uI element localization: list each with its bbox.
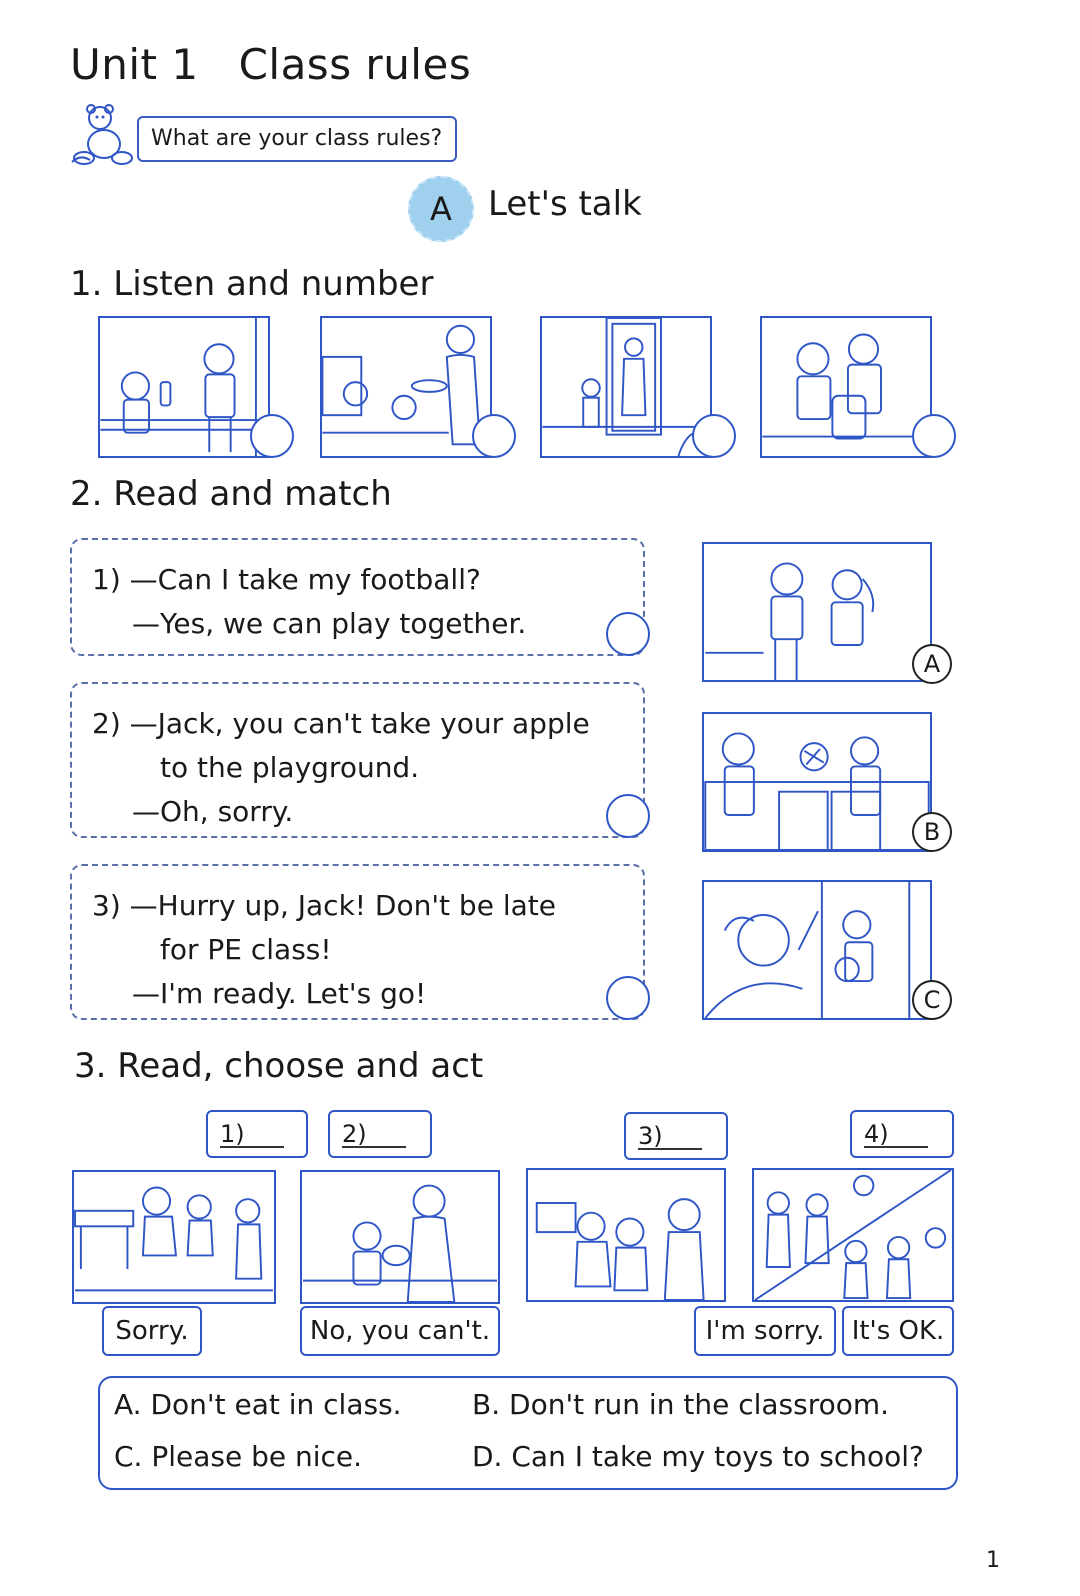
section1-heading: 1. Listen and number (70, 264, 434, 304)
lesson-title: Let's talk (488, 184, 642, 224)
unit-number: Unit 1 (70, 40, 199, 89)
match-picture-c (702, 880, 932, 1020)
option-c: C. Please be nice. (114, 1440, 363, 1473)
listen-picture-3 (540, 316, 712, 458)
match-picture-b (702, 712, 932, 852)
section-badge: A (408, 176, 474, 242)
match-picture-a (702, 542, 932, 682)
page-number: 1 (986, 1548, 1000, 1573)
dialogue-3 (70, 864, 645, 1020)
dialogue-3-line-2: for PE class! (160, 933, 332, 966)
number-circle-4[interactable] (912, 414, 956, 458)
question-box: What are your class rules? (137, 116, 457, 162)
act-picture-1 (72, 1170, 276, 1304)
act-picture-2 (300, 1170, 500, 1304)
section3-heading: 3. Read, choose and act (74, 1046, 484, 1086)
picture-label-b: B (912, 812, 952, 852)
dialogue-3-line-1: 3) —Hurry up, Jack! Don't be late (92, 889, 556, 922)
answer-no-you-cant: No, you can't. (300, 1306, 500, 1356)
number-circle-1[interactable] (250, 414, 294, 458)
picture-label-a: A (912, 644, 952, 684)
blank-bubble-2[interactable] (328, 1110, 432, 1158)
listen-picture-2 (320, 316, 492, 458)
blank-4: 4) (864, 1122, 928, 1148)
dialogue-2-line-3: —Oh, sorry. (132, 795, 294, 828)
unit-title (70, 40, 471, 89)
act-picture-3 (526, 1168, 726, 1302)
teddy-bear-icon (70, 100, 140, 170)
answer-its-ok: It's OK. (842, 1306, 954, 1356)
match-circle-3[interactable] (606, 976, 650, 1020)
option-b: B. Don't run in the classroom. (472, 1388, 890, 1421)
match-circle-1[interactable] (606, 612, 650, 656)
options-box (98, 1376, 958, 1490)
answer-im-sorry: I'm sorry. (694, 1306, 836, 1356)
blank-2: 2) (342, 1122, 406, 1148)
dialogue-2-line-1: 2) —Jack, you can't take your apple (92, 707, 590, 740)
dialogue-3-line-3: —I'm ready. Let's go! (132, 977, 427, 1010)
act-picture-4 (752, 1168, 954, 1302)
option-d: D. Can I take my toys to school? (472, 1440, 924, 1473)
dialogue-2 (70, 682, 645, 838)
option-a: A. Don't eat in class. (114, 1388, 402, 1421)
unit-name: Class rules (238, 40, 472, 89)
match-circle-2[interactable] (606, 794, 650, 838)
blank-bubble-3[interactable] (624, 1112, 728, 1160)
dialogue-2-line-2: to the playground. (160, 751, 420, 784)
blank-bubble-1[interactable] (206, 1110, 308, 1158)
blank-bubble-4[interactable] (850, 1110, 954, 1158)
section2-heading: 2. Read and match (70, 474, 392, 514)
dialogue-1-line-1: 1) —Can I take my football? (92, 563, 481, 596)
blank-3: 3) (638, 1124, 702, 1150)
number-circle-3[interactable] (692, 414, 736, 458)
answer-sorry: Sorry. (102, 1306, 202, 1356)
picture-label-c: C (912, 980, 952, 1020)
dialogue-1 (70, 538, 645, 656)
listen-picture-4 (760, 316, 932, 458)
listen-picture-1 (98, 316, 270, 458)
number-circle-2[interactable] (472, 414, 516, 458)
blank-1: 1) (220, 1122, 284, 1148)
dialogue-1-line-2: —Yes, we can play together. (132, 607, 527, 640)
